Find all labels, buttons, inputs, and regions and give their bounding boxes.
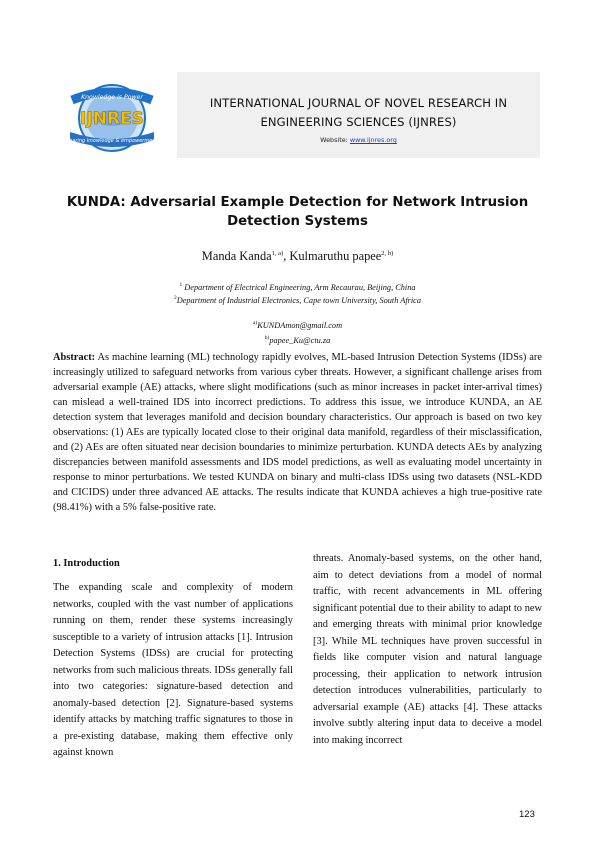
logo-top-text: Knowledge is Power	[81, 94, 143, 101]
email-marker: a)	[252, 320, 258, 326]
affiliation-line	[60, 293, 535, 306]
email-address[interactable]: papee_Ku@ctu.za	[269, 335, 331, 345]
journal-title-line2: ENGINEERING SCIENCES (IJNRES)	[260, 115, 457, 129]
journal-title	[177, 94, 540, 132]
journal-website	[177, 136, 540, 144]
journal-title-line1: INTERNATIONAL JOURNAL OF NOVEL RESEARCH IN	[209, 96, 508, 110]
journal-logo	[62, 82, 162, 154]
section-heading: 1. Introduction	[53, 558, 120, 569]
author-emails	[60, 317, 535, 347]
affiliation-line	[60, 280, 535, 293]
affiliation-marker: 2	[173, 294, 177, 301]
author-name: Kulmaruthu papee	[289, 249, 382, 263]
author-name: Manda Kanda	[201, 249, 272, 263]
paper-title: KUNDA: Adversarial Example Detection for Network Intrusion Detection Systems	[66, 195, 529, 229]
affiliation-text: Department of Electrical Engineering, Arm Recaurau, Beijing, China	[182, 282, 416, 292]
abstract-label: Abstract:	[53, 352, 96, 363]
email-line	[60, 317, 535, 332]
affiliation-text: Department of Industrial Electronics, Cape town University, South Africa	[176, 295, 422, 305]
website-label: Website:	[320, 136, 348, 144]
affiliations	[60, 280, 535, 306]
journal-header	[177, 72, 540, 158]
author-separator: ,	[283, 249, 290, 263]
author-superscript: 1, a)	[271, 249, 284, 257]
abstract-text: As machine learning (ML) technology rapidly evolves, ML-based Intrusion Detection Systems (IDSs) are increasingly utilized to safeguard networks from various cyber threats. However, a significant challenge arises from adversarial example (AE) attacks, where slight modifications (such as minor increases in packet inter-arrival times) can mislead a well-trained IDS into incorrect predictions. To address this issue, we introduce KUNDA, an AE detection system that leverages manifold and decision boundary characteristics. Our approach is based on two key observations: (1) AEs are typically located close to their original data manifold, regardless of their misclassification, and (2) AEs are often situated near decision boundaries to minimize perturbation. KUNDA detects AEs by analyzing discrepancies between manifold assessments and IDS model predictions, as well as evaluating model uncertainty in response to minor perturbations. We tested KUNDA on binary and multi-class IDSs using two datasets (NSL-KDD and CICIDS) under three advanced AE attacks. The results indicate that KUNDA achieves a high true-positive rate (98.41%) with a 5% false-positive rate.	[53, 352, 542, 514]
logo-bottom-text: sharing knowledge & empowerment	[66, 138, 158, 144]
email-line	[60, 332, 535, 347]
body-column-left: The expanding scale and complexity of modern networks, coupled with the vast number of applications running on them, render these systems increasingly susceptible to a variety of intrusion attacks [1]. Intrusion Detection Systems (IDSs) are crucial for protecting networks from such malicious threats. IDSs generally fall into two categories: signature-based detection and anomaly-based detection [2]. Signature-based systems identify attacks by matching traffic signatures to those in a pre-existing database, making them effective only against known	[53, 582, 293, 759]
affiliation-marker: 1	[179, 282, 183, 288]
website-link[interactable]: www.ijnres.org	[349, 136, 397, 144]
email-address[interactable]: KUNDAmon@gmail.com	[257, 320, 343, 330]
body-column-right: threats. Anomaly-based systems, on the other hand, aim to detect deviations from a model of normal traffic, with recent advancements in ML offering significant potential due to their ability to adapt to new and emerging threats with minimal prior knowledge [3]. While ML techniques have proven successful in fields like computer vision and natural language processing, their application to network intrusion detection introduces vulnerabilities, particularly to adversarial example (AE) attacks [4]. These attacks involve subtly altering input data to deceive a model into making incorrect	[313, 553, 542, 747]
email-marker: b)	[264, 334, 270, 341]
author-list	[60, 249, 535, 264]
author-superscript: 2, b)	[381, 249, 394, 257]
logo-emblem-icon	[62, 82, 162, 154]
page-number: 123	[519, 809, 535, 820]
abstract	[53, 350, 542, 516]
logo-brand-text: IJNRES	[80, 109, 144, 129]
